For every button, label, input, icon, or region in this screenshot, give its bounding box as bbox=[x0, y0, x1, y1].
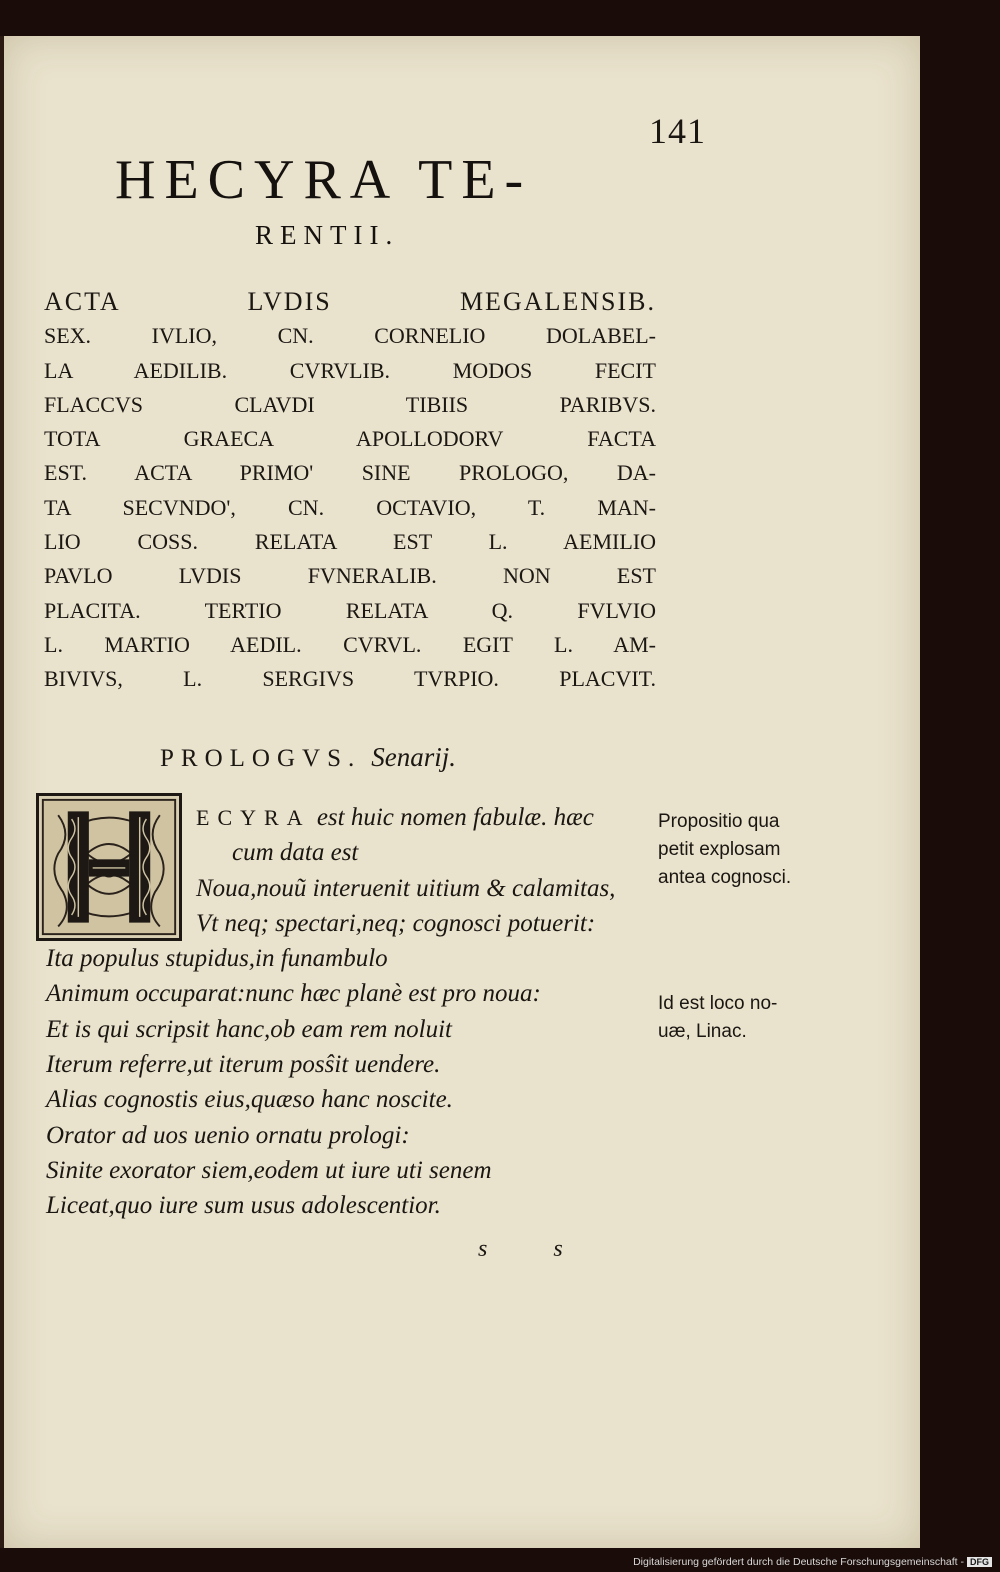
prologus-title: PROLOGVS. bbox=[160, 745, 362, 772]
verse-line: Vt neq; spectari,neq; cognosci potuerit: bbox=[196, 909, 596, 937]
marginal-note-1 bbox=[658, 808, 791, 892]
marginal-line: Propositio qua bbox=[658, 811, 780, 832]
verse-line: Animum occuparat:nunc hæc planè est pro noua: bbox=[46, 980, 541, 1008]
didascalia-line: ACTA LVDIS MEGALENSIB. bbox=[44, 287, 656, 316]
didascalia-line: LA AEDILIB. CVRVLIB. MODOS FECIT bbox=[44, 357, 656, 383]
verse-line: Sinite exorator siem,eodem ut iure uti senem bbox=[46, 1156, 492, 1184]
verse-line: Liceat,quo iure sum usus adolescentior. bbox=[46, 1192, 441, 1220]
signature-mark: s s bbox=[478, 1236, 593, 1262]
verse-line: Noua,nouũ interuenit uitium & calamitas, bbox=[196, 874, 616, 902]
verse-line: Iterum referre,ut iterum posŝit uendere. bbox=[46, 1051, 441, 1079]
title-line-2: RENTII. bbox=[255, 220, 400, 250]
book-page bbox=[4, 36, 920, 1548]
marginal-line: antea cognosci. bbox=[658, 867, 792, 888]
verse-line: Ita populus stupidus,in funambulo bbox=[46, 945, 388, 973]
didascalia-block bbox=[44, 285, 656, 697]
marginal-line: petit explosam bbox=[658, 839, 781, 860]
didascalia-line: SEX. IVLIO, CN. CORNELIO DOLABEL- bbox=[44, 323, 656, 349]
verse-line: Et is qui scripsit hanc,ob eam rem noluit bbox=[46, 1015, 452, 1043]
verse-line: Alias cognostis eius,quæso hanc noscite. bbox=[46, 1086, 453, 1114]
prologus-heading bbox=[160, 742, 456, 773]
prologue-verses bbox=[46, 800, 656, 1224]
credit-text: Digitalisierung gefördert durch die Deutsche Forschungsgemeinschaft - bbox=[633, 1556, 964, 1568]
marginal-note-2 bbox=[658, 990, 777, 1046]
didascalia-line: TA SECVNDO', CN. OCTAVIO, T. MAN- bbox=[44, 494, 656, 520]
verse-first-rest: est huic nomen fabulæ. hæc bbox=[316, 804, 594, 831]
verse-initial-word: ECYRA bbox=[196, 805, 311, 830]
dfg-logo: DFG bbox=[967, 1557, 992, 1567]
verse-line: cum data est bbox=[232, 839, 359, 867]
didascalia-line: BIVIVS, L. SERGIVS TVRPIO. PLACVIT. bbox=[44, 666, 656, 692]
prologus-meter: Senarij. bbox=[371, 742, 456, 772]
didascalia-line: FLACCVS CLAVDI TIBIIS PARIBVS. bbox=[44, 391, 656, 417]
didascalia-line: EST. ACTA PRIMO' SINE PROLOGO, DA- bbox=[44, 460, 656, 486]
verse-line bbox=[46, 800, 656, 835]
didascalia-line: PAVLO LVDIS FVNERALIB. NON EST bbox=[44, 563, 656, 589]
didascalia-line: PLACITA. TERTIO RELATA Q. FVLVIO bbox=[44, 597, 656, 623]
verse-line: Orator ad uos uenio ornatu prologi: bbox=[46, 1121, 410, 1149]
didascalia-line: LIO COSS. RELATA EST L. AEMILIO bbox=[44, 529, 656, 555]
didascalia-line: L. MARTIO AEDIL. CVRVL. EGIT L. AM- bbox=[44, 631, 656, 657]
digitization-credit bbox=[633, 1556, 992, 1568]
marginal-line: Id est loco no- bbox=[658, 993, 778, 1014]
title-line-1: HECYRA TE- bbox=[115, 149, 533, 211]
folio-number: 141 bbox=[649, 111, 706, 151]
marginal-line: uæ, Linac. bbox=[658, 1021, 747, 1042]
didascalia-line: TOTA GRAECA APOLLODORV FACTA bbox=[44, 426, 656, 452]
